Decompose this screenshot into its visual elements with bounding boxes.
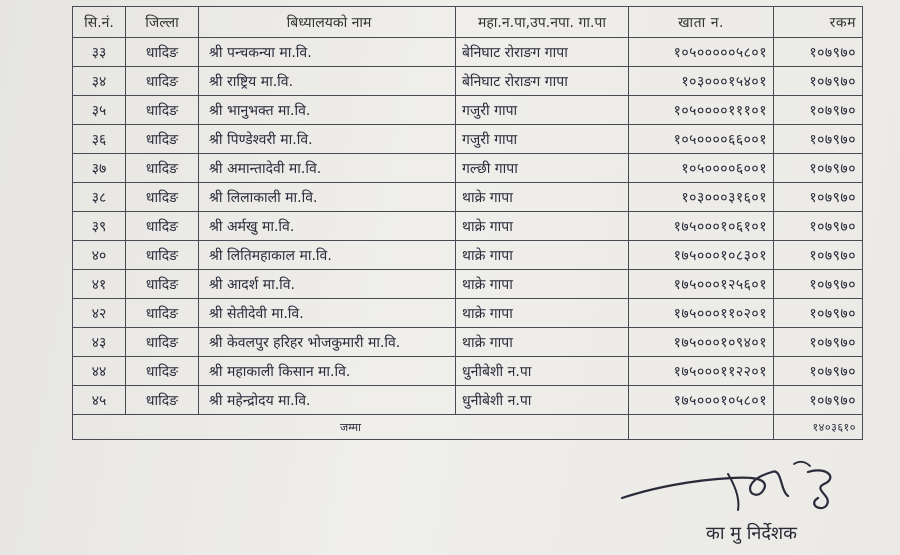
table-row [73,299,863,328]
cell-sn: ३४ [73,67,126,96]
cell-account-number: १७५०००११०२०१ [629,299,774,328]
cell-sn: ४५ [73,386,126,415]
total-spacer [629,415,774,440]
cell-school-name: श्री अर्मखु मा.वि. [199,212,456,241]
table-row [73,386,863,415]
table-row [73,212,863,241]
cell-school-name: श्री राष्ट्रिय मा.वि. [199,67,456,96]
cell-amount: १०७९७० [774,212,863,241]
cell-district: धादिङ [126,299,199,328]
cell-district: धादिङ [126,125,199,154]
cell-local-level: धुनीबेशी न.पा [456,386,629,415]
cell-school-name: श्री महाकाली किसान मा.वि. [199,357,456,386]
total-amount: १४०३६१० [774,415,863,440]
cell-amount: १०७९७० [774,270,863,299]
cell-local-level: बेनिघाट रोराङग गापा [456,67,629,96]
cell-account-number: १७५०००१०८३०१ [629,241,774,270]
cell-school-name: श्री भानुभक्त मा.वि. [199,96,456,125]
cell-local-level: थाक्रे गापा [456,212,629,241]
cell-district: धादिङ [126,241,199,270]
cell-local-level: थाक्रे गापा [456,241,629,270]
total-label: जम्मा [73,415,629,440]
cell-school-name: श्री लिलाकाली मा.वि. [199,183,456,212]
cell-sn: ३७ [73,154,126,183]
cell-amount: १०७९७० [774,154,863,183]
cell-school-name: श्री पन्चकन्या मा.वि. [199,38,456,67]
cell-district: धादिङ [126,96,199,125]
cell-local-level: गजुरी गापा [456,125,629,154]
header-sn: सि.नं. [73,7,126,38]
cell-sn: ४३ [73,328,126,357]
signatory-title: का मु निर्देशक [706,523,797,544]
cell-local-level: थाक्रे गापा [456,299,629,328]
cell-local-level: थाक्रे गापा [456,328,629,357]
cell-district: धादिङ [126,357,199,386]
cell-amount: १०७९७० [774,38,863,67]
table-row [73,328,863,357]
cell-account-number: १०५००००६६००१ [629,125,774,154]
cell-amount: १०७९७० [774,386,863,415]
table-row [73,241,863,270]
cell-local-level: गल्छी गापा [456,154,629,183]
school-funding-table [72,6,863,440]
table-row [73,154,863,183]
cell-amount: १०७९७० [774,328,863,357]
cell-sn: ३६ [73,125,126,154]
cell-school-name: श्री पिण्डेश्वरी मा.वि. [199,125,456,154]
header-school: बिध्यालयको नाम [199,7,456,38]
cell-district: धादिङ [126,67,199,96]
cell-school-name: श्री सेतीदेवी मा.वि. [199,299,456,328]
cell-school-name: श्री लितिमहाकाल मा.वि. [199,241,456,270]
cell-amount: १०७९७० [774,67,863,96]
table-row [73,96,863,125]
cell-amount: १०७९७० [774,241,863,270]
cell-sn: ३९ [73,212,126,241]
cell-account-number: १०३०००१५४०१ [629,67,774,96]
cell-sn: ३५ [73,96,126,125]
cell-account-number: १७५०००१०९४०१ [629,328,774,357]
cell-amount: १०७९७० [774,125,863,154]
cell-local-level: बेनिघाट रोराङग गापा [456,38,629,67]
cell-account-number: १०३०००३१६०१ [629,183,774,212]
cell-school-name: श्री केवलपुर हरिहर भोजकुमारी मा.वि. [199,328,456,357]
cell-account-number: १०५०००००५८०१ [629,38,774,67]
table-row [73,67,863,96]
cell-sn: ३८ [73,183,126,212]
cell-amount: १०७९७० [774,357,863,386]
table-row [73,125,863,154]
cell-district: धादिङ [126,328,199,357]
table-row [73,183,863,212]
cell-district: धादिङ [126,270,199,299]
cell-local-level: धुनीबेशी न.पा [456,357,629,386]
table-row [73,357,863,386]
cell-account-number: १७५०००१२५६०१ [629,270,774,299]
cell-amount: १०७९७० [774,96,863,125]
cell-district: धादिङ [126,183,199,212]
table-header-row [73,7,863,38]
table-row [73,38,863,67]
cell-school-name: श्री महेन्द्रोदय मा.वि. [199,386,456,415]
cell-district: धादिङ [126,212,199,241]
table-row [73,270,863,299]
cell-account-number: १०५००००६००१ [629,154,774,183]
cell-local-level: थाक्रे गापा [456,183,629,212]
signature-scribble [612,452,852,522]
cell-school-name: श्री अमान्तादेवी मा.वि. [199,154,456,183]
cell-sn: ४० [73,241,126,270]
cell-local-level: थाक्रे गापा [456,270,629,299]
cell-district: धादिङ [126,38,199,67]
header-district: जिल्ला [126,7,199,38]
cell-sn: ४४ [73,357,126,386]
total-row [73,415,863,440]
cell-sn: ४२ [73,299,126,328]
header-local-level: महा.न.पा,उप.नपा. गा.पा [456,7,629,38]
cell-school-name: श्री आदर्श मा.वि. [199,270,456,299]
cell-account-number: १०५००००१११०१ [629,96,774,125]
cell-account-number: १७५०००१०५८०१ [629,386,774,415]
cell-account-number: १७५०००१०६१०१ [629,212,774,241]
header-amount: रकम [774,7,863,38]
cell-account-number: १७५०००११२२०१ [629,357,774,386]
cell-amount: १०७९७० [774,183,863,212]
header-account: खाता न. [629,7,774,38]
cell-district: धादिङ [126,154,199,183]
cell-sn: ४१ [73,270,126,299]
cell-amount: १०७९७० [774,299,863,328]
cell-district: धादिङ [126,386,199,415]
cell-sn: ३३ [73,38,126,67]
cell-local-level: गजुरी गापा [456,96,629,125]
